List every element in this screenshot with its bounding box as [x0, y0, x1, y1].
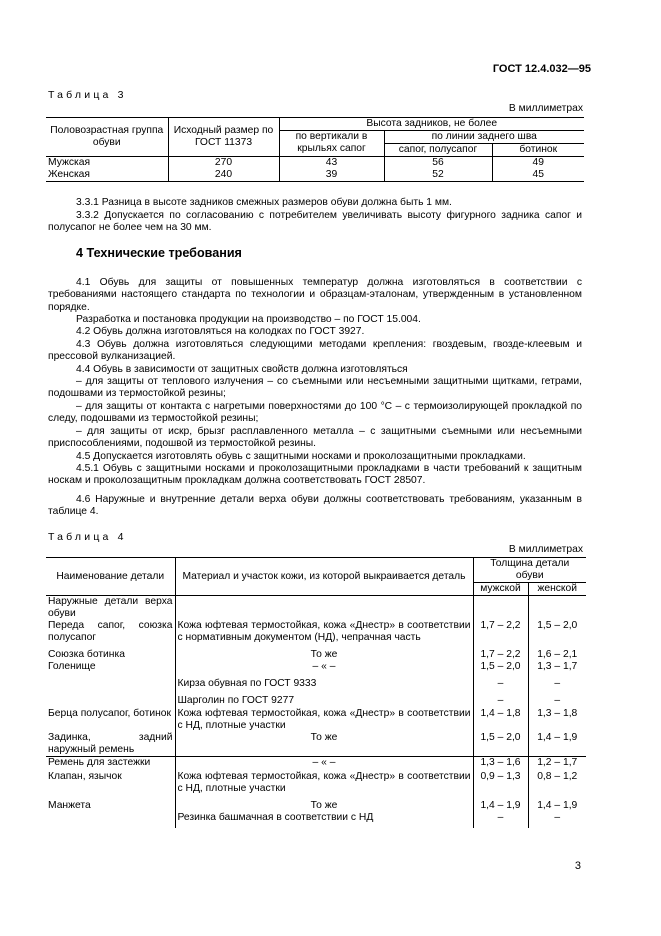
table-4	[46, 557, 586, 828]
t4-female: –	[528, 678, 586, 695]
t4-male: 0,9 – 1,3	[473, 771, 528, 795]
table-row	[46, 695, 586, 708]
paragraph: – для защиты от искр, брызг расплавленного металла – с защитными съемными или несъемными приспособлениями, подошвой из термостойкой резины.	[48, 426, 582, 450]
t3-cell: 43	[279, 157, 384, 170]
t3-cell: 52	[384, 169, 492, 182]
t3-cell: 45	[492, 169, 584, 182]
t4-header-name: Наименование детали	[46, 558, 175, 596]
t4-name: Голенище	[46, 661, 175, 678]
t4-male: –	[473, 695, 528, 708]
table-3	[46, 117, 584, 182]
table-row	[46, 644, 586, 661]
table-row	[46, 708, 586, 732]
t4-male: 1,3 – 1,6	[473, 757, 528, 771]
t3-header-vertical: по вертикали в крыльях сапог	[279, 131, 384, 157]
t3-header-group: Половозрастная группа обуви	[46, 118, 168, 157]
table-row	[46, 678, 586, 695]
t3-cell: 56	[384, 157, 492, 170]
table-row	[46, 795, 586, 812]
paragraph: – для защиты от теплового излучения – со съемными или несъемными защитными щитками, гетрами, подошвами из термостойкой резины;	[48, 376, 582, 400]
paragraph: 4.2 Обувь должна изготовляться на колодках по ГОСТ 3927.	[76, 326, 365, 337]
t4-name: Клапан, язычок	[46, 771, 175, 795]
t4-male: 1,4 – 1,9	[473, 795, 528, 812]
paragraph: 4.5.1 Обувь с защитными носками и проколозащитными прокладками в части требований к защитным носкам и проколозащитным прокладкам должна соответствовать ГОСТ 28507.	[48, 463, 582, 487]
t4-male: –	[473, 678, 528, 695]
t4-header-thickness: Толщина детали обуви	[473, 558, 586, 583]
t3-cell: 240	[168, 169, 279, 182]
t4-female: 1,3 – 1,8	[528, 708, 586, 732]
t4-material: Кожа юфтевая термостойкая, кожа «Днестр» в соответствии с НД, плотные участки	[175, 771, 473, 795]
paragraph: 3.3.2 Допускается по согласованию с потребителем увеличивать высоту фигурного задника сапог и полусапог не более чем на 30 мм.	[48, 210, 582, 234]
t4-material: То же	[175, 644, 473, 661]
t4-female: 1,5 – 2,0	[528, 620, 586, 644]
t4-male: 1,7 – 2,2	[473, 644, 528, 661]
t4-material: Кожа юфтевая термостойкая, кожа «Днестр» в соответствии с НД, плотные участки	[175, 708, 473, 732]
table-row	[46, 771, 586, 795]
t4-name: Переда сапог, союзка полусапог	[46, 620, 175, 644]
t4-female: 1,4 – 1,9	[528, 795, 586, 812]
paragraph: 4.4 Обувь в зависимости от защитных свойств должна изготовляться	[76, 364, 408, 375]
t3-header-seam: по линии заднего шва	[384, 131, 584, 144]
t4-name: Задинка, задний наружный ремень	[46, 732, 175, 757]
table-row	[46, 812, 586, 828]
t4-material	[175, 596, 473, 621]
paragraph: 4.6 Наружные и внутренние детали верха обуви должны соответствовать требованиям, указанным в таблице 4.	[48, 494, 582, 518]
t4-male: 1,5 – 2,0	[473, 661, 528, 678]
table-row	[46, 661, 586, 678]
t4-material: То же	[175, 732, 473, 757]
t4-female: 1,2 – 1,7	[528, 757, 586, 771]
t4-male: 1,5 – 2,0	[473, 732, 528, 757]
t4-female: 1,6 – 2,1	[528, 644, 586, 661]
t3-cell: 270	[168, 157, 279, 170]
paragraph: – для защиты от контакта с нагретыми поверхностями до 100 °С – с термоизолирующей прокладкой по следу, подошвами из термостойкой резины;	[48, 401, 582, 425]
t4-name: Союзка ботинка	[46, 644, 175, 661]
t4-male: –	[473, 812, 528, 828]
paragraph: 3.3.1 Разница в высоте задников смежных размеров обуви должна быть 1 мм.	[76, 197, 452, 208]
table-row	[46, 620, 586, 644]
table-row	[46, 596, 586, 621]
t4-name: Наружные детали верха обуви	[46, 596, 175, 621]
table3-caption: Таблица 3	[48, 89, 127, 101]
t4-name: Ремень для застежки	[46, 757, 175, 771]
t4-name: Манжета	[46, 795, 175, 812]
t3-header-boots: сапог, полусапог	[384, 144, 492, 157]
t3-header-ankle: ботинок	[492, 144, 584, 157]
table4-unit: В миллиметрах	[508, 544, 583, 555]
t3-cell: Мужская	[46, 157, 168, 170]
t3-header-size: Исходный размер по ГОСТ 11373	[168, 118, 279, 157]
paragraph: 4.1 Обувь для защиты от повышенных температур должна изготовляться в соответствии с требованиями настоящего стандарта по технологии и образцам-эталонам, утвержденным в установленном порядке.	[48, 277, 582, 313]
t4-name: Берца полусапог, ботинок	[46, 708, 175, 732]
table-row	[46, 757, 586, 771]
t3-cell: Женская	[46, 169, 168, 182]
t4-female	[528, 596, 586, 621]
t4-female: –	[528, 812, 586, 828]
t4-material: Кожа юфтевая термостойкая, кожа «Днестр» в соответствии с нормативным документом (НД), чепрачная часть	[175, 620, 473, 644]
section-title: 4 Технические требования	[76, 246, 242, 260]
t4-header-female: женской	[528, 583, 586, 596]
t3-header-height: Высота задников, не более	[279, 118, 584, 131]
paragraph: 4.3 Обувь должна изготовляться следующими методами крепления: гвоздевым, гвозде-клеевым и прессовой вулканизацией.	[48, 339, 582, 363]
t4-name	[46, 812, 175, 828]
t4-male: 1,7 – 2,2	[473, 620, 528, 644]
t4-material: То же	[175, 795, 473, 812]
page-number: 3	[574, 860, 581, 872]
table-row	[46, 157, 584, 170]
table-row	[46, 732, 586, 757]
t4-female: 0,8 – 1,2	[528, 771, 586, 795]
t4-header-male: мужской	[473, 583, 528, 596]
document-id: ГОСТ 12.4.032—95	[492, 63, 591, 75]
t3-cell: 39	[279, 169, 384, 182]
t4-name	[46, 678, 175, 695]
paragraph: Разработка и постановка продукции на производство – по ГОСТ 15.004.	[76, 314, 421, 325]
t4-material: – « –	[175, 661, 473, 678]
t4-female: –	[528, 695, 586, 708]
t4-female: 1,3 – 1,7	[528, 661, 586, 678]
t4-name	[46, 695, 175, 708]
t4-male: 1,4 – 1,8	[473, 708, 528, 732]
t4-material: Резинка башмачная в соответствии с НД	[175, 812, 473, 828]
table4-caption: Таблица 4	[48, 531, 127, 543]
t4-material: Шарголин по ГОСТ 9277	[175, 695, 473, 708]
paragraph: 4.5 Допускается изготовлять обувь с защитными носками и проколозащитными прокладками.	[76, 451, 526, 462]
t4-material: Кирза обувная по ГОСТ 9333	[175, 678, 473, 695]
t4-material: – « –	[175, 757, 473, 771]
t4-header-material: Материал и участок кожи, из которой выкраивается деталь	[175, 558, 473, 596]
t4-male	[473, 596, 528, 621]
table3-unit: В миллиметрах	[508, 103, 583, 114]
t3-cell: 49	[492, 157, 584, 170]
t4-female: 1,4 – 1,9	[528, 732, 586, 757]
table-row	[46, 169, 584, 182]
